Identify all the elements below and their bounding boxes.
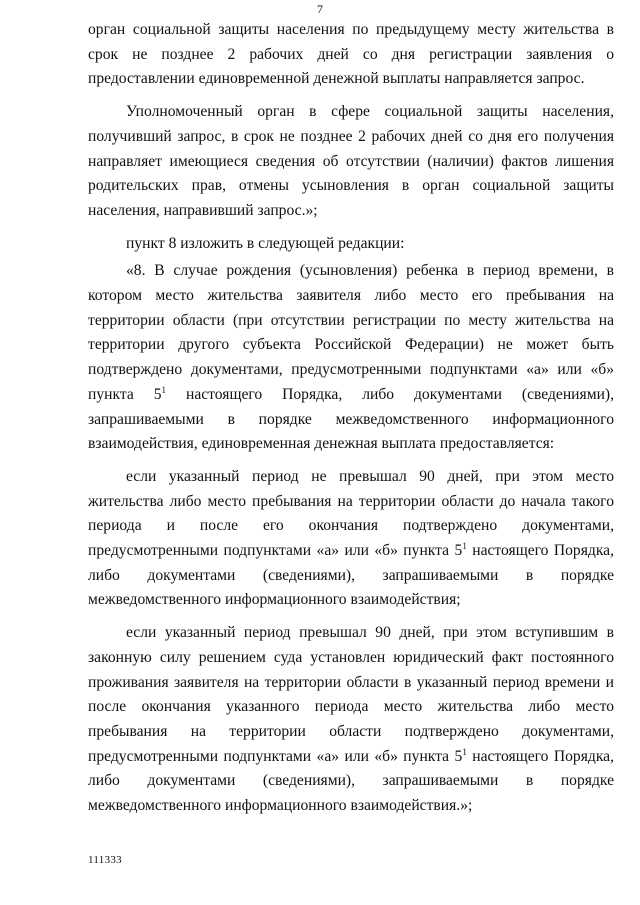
superscript-mark: 1 [161, 384, 167, 395]
paragraph-authorized-body: Уполномоченный орган в сфере социальной защиты населения, получивший запрос, в срок не позднее 2 рабочих дней со дня его получения направляет имеющиеся сведения об отсутствии (наличии) фактов лишения родительских прав, отмены усыновления в орган социальной защиты населения, направивший запрос.»; [88, 103, 614, 219]
paragraph-condition-under-90 [88, 465, 614, 613]
paragraph-item-8-part-2: настоящего Порядка, либо документами (сведениями), запрашиваемыми в порядке межведомственного информационного взаимодействия, единовременная денежная выплата предоставляется: [88, 385, 614, 453]
paragraph-condition-over-90-part-1: если указанный период превышал 90 дней, при этом вступившим в законную силу решением суда установлен юридический факт постоянного проживания заявителя на территории области в указанный период времени и после окончания указанного периода место жительства либо место пребывания на территории области подтверждено документами, предусмотренными подпунктами «а» или «б» пункта 5 [88, 624, 614, 765]
paragraph-condition-under-90-part-1: если указанный период не превышал 90 дней, при этом место жительства либо место пребывания на территории области до начала такого периода и после его окончания подтверждено документами, предусмотренными подпунктами «а» или «б» пункта 5 [88, 467, 614, 560]
paragraph-condition-over-90-part-2: настоящего Порядка, либо документами (сведениями), запрашиваемыми в порядке межведомственного информационного взаимодействия.»; [88, 747, 614, 815]
paragraph-continuation: орган социальной защиты населения по предыдущему месту жительства в срок не позднее 2 рабочих дней со дня регистрации заявления о предоставлении единовременной денежной выплаты направляется запрос. [88, 21, 614, 88]
paragraph-condition-over-90 [88, 621, 614, 819]
document-body [88, 18, 614, 819]
paragraph-amendment-intro: пункт 8 изложить в следующей редакции: [126, 234, 405, 252]
footer-document-code: 111333 [88, 854, 122, 866]
paragraph-item-8-part-1: «8. В случае рождения (усыновления) ребенка в период времени, в котором место жительства заявителя либо место его пребывания на территории области (при отсутствии регистрации по месту жительства на территории другого субъекта Российской Федерации) не может быть подтверждено документами, предусмотренными подпунктами «а» или «б» пункта 5 [88, 262, 614, 403]
superscript-mark: 1 [462, 746, 467, 757]
page-number: 7 [317, 2, 323, 16]
paragraph-item-8 [88, 259, 614, 457]
paragraph-condition-under-90-part-2: настоящего Порядка, либо документами (сведениями), запрашиваемыми в порядке межведомственного информационного взаимодействия; [88, 542, 614, 609]
superscript-mark: 1 [462, 541, 467, 552]
